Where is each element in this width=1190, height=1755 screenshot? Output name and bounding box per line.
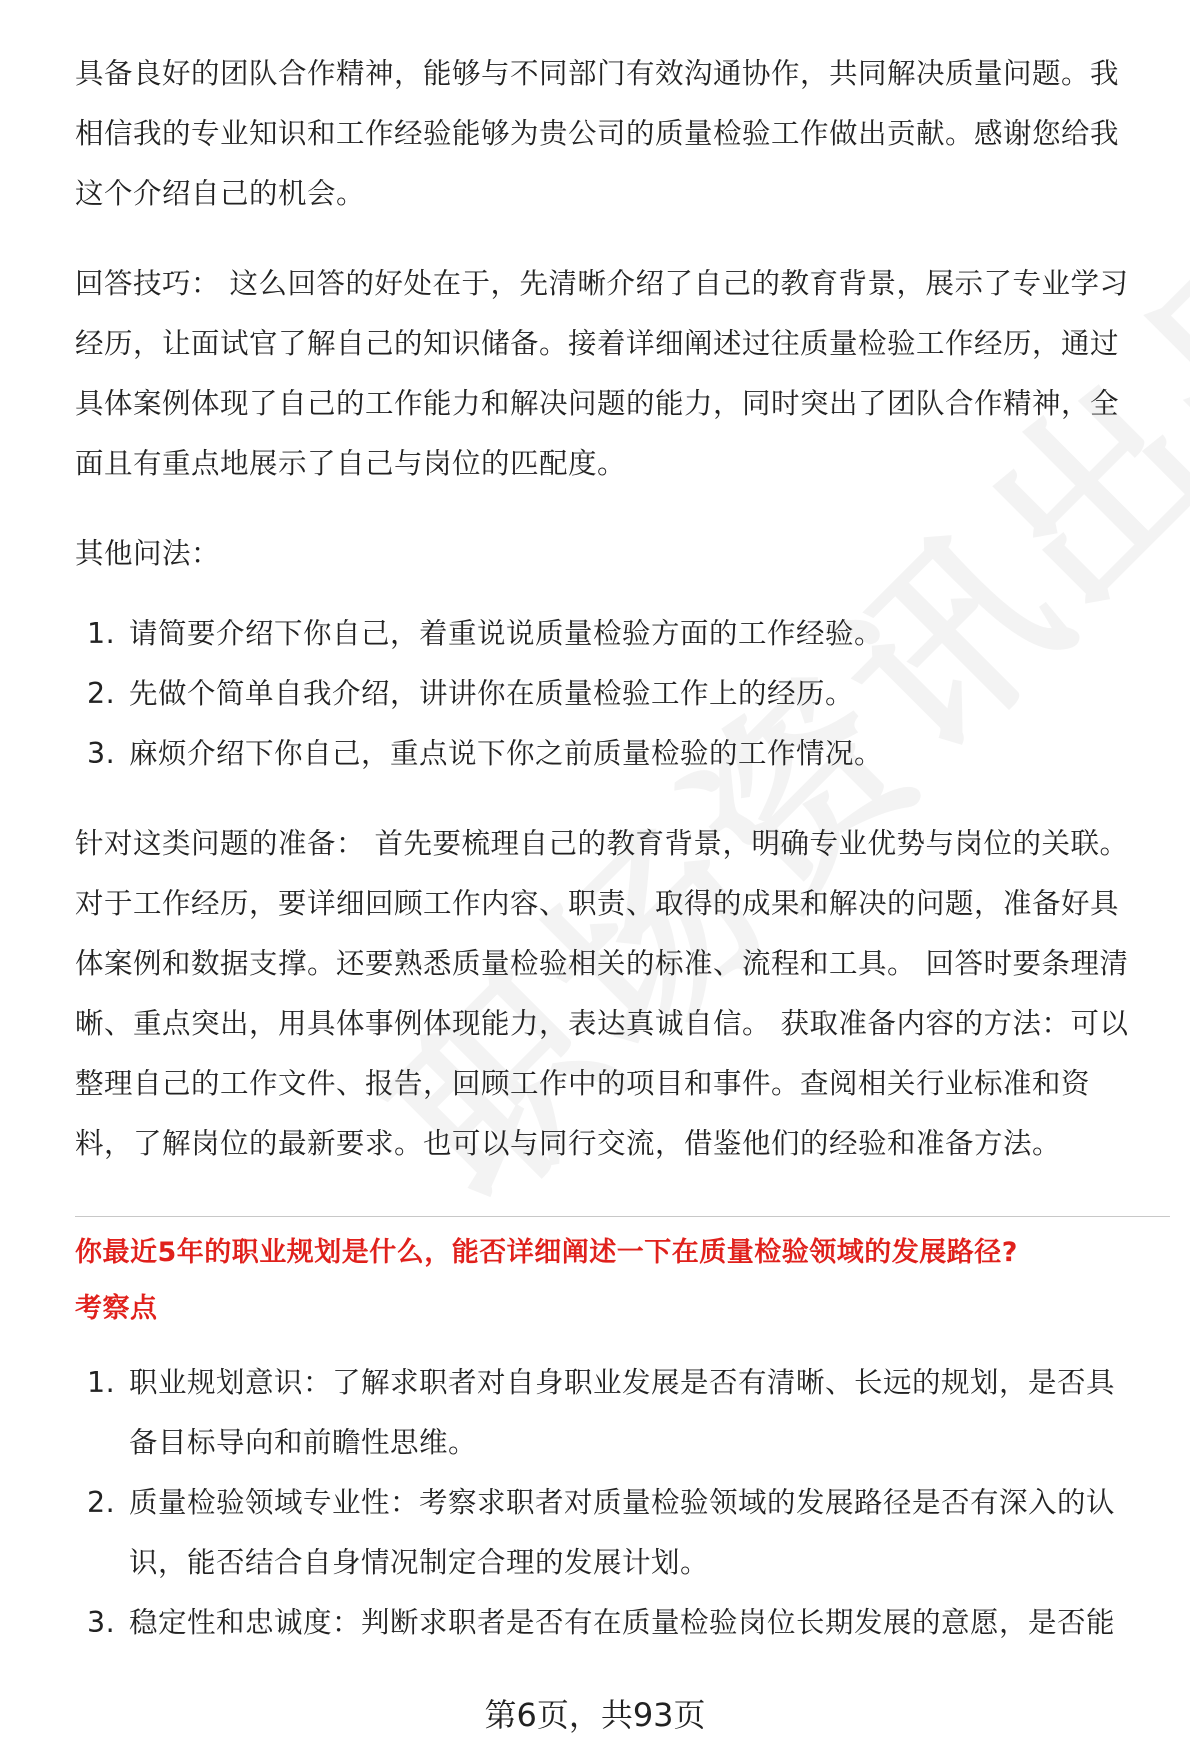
list-item: 3. 稳定性和忠诚度：判断求职者是否有在质量检验岗位长期发展的意愿，是否能 [87,1606,1116,1639]
list-item: 2. 先做个简单自我介绍，讲讲你在质量检验工作上的经历。 [87,677,855,710]
list-item: 3. 麻烦介绍下你自己，重点说下你之前质量检验的工作情况。 [87,737,884,770]
tips-paragraph: 回答技巧： 这么回答的好处在于，先清晰介绍了自己的教育背景，展示了专业学习 经历，让面试官了解自己的知识储备。接着详细阐述过往质量检验工作经历，通过 具体案例体现了自己的工作能力和解决问题的能力，同时突出了团队合作精神，全 面且有重点地展示了自己与岗位的匹配度。 [75,267,1129,480]
focus-points-list [75,1353,1170,1653]
page-number: 第6页，共93页 [484,1696,706,1734]
document-body [75,44,1170,1653]
list-item: 1. 职业规划意识：了解求职者对自身职业发展是否有清晰、长远的规划，是否具 备目标导向和前瞻性思维。 [87,1366,1116,1459]
list-item: 1. 请简要介绍下你自己，着重说说质量检验方面的工作经验。 [87,617,884,650]
other-asks-label: 其他问法： [75,537,221,570]
list-item: 2. 质量检验领域专业性：考察求职者对质量检验领域的发展路径是否有深入的认 识，能否结合自身情况制定合理的发展计划。 [87,1486,1116,1579]
section-divider [75,1216,1170,1217]
prep-paragraph: 针对这类问题的准备： 首先要梳理自己的教育背景，明确专业优势与岗位的关联。 对于工作经历，要详细回顾工作内容、职责、取得的成果和解决的问题，准备好具 体案例和数据支撑。还要熟悉质量检验相关的标准、流程和工具。 回答时要条理清 晰、重点突出，用具体事例体现能力，表达真诚自信。 获取准备内容的方法：可以 整理自己的工作文件、报告，回顾工作中的项目和事件。查阅相关行业标准和资 料，了解岗位的最新要求。也可以与同行交流，借鉴他们的经验和准备方法。 [75,827,1129,1160]
other-asks-list [75,604,1170,784]
intro-paragraph: 具备良好的团队合作精神，能够与不同部门有效沟通协作，共同解决质量问题。我 相信我的专业知识和工作经验能够为贵公司的质量检验工作做出贡献。感谢您给我 这个介绍自己的机会。 [75,57,1120,210]
question-heading: 你最近5年的职业规划是什么，能否详细阐述一下在质量检验领域的发展路径? [75,1237,1018,1268]
focus-label: 考察点 [75,1293,158,1324]
